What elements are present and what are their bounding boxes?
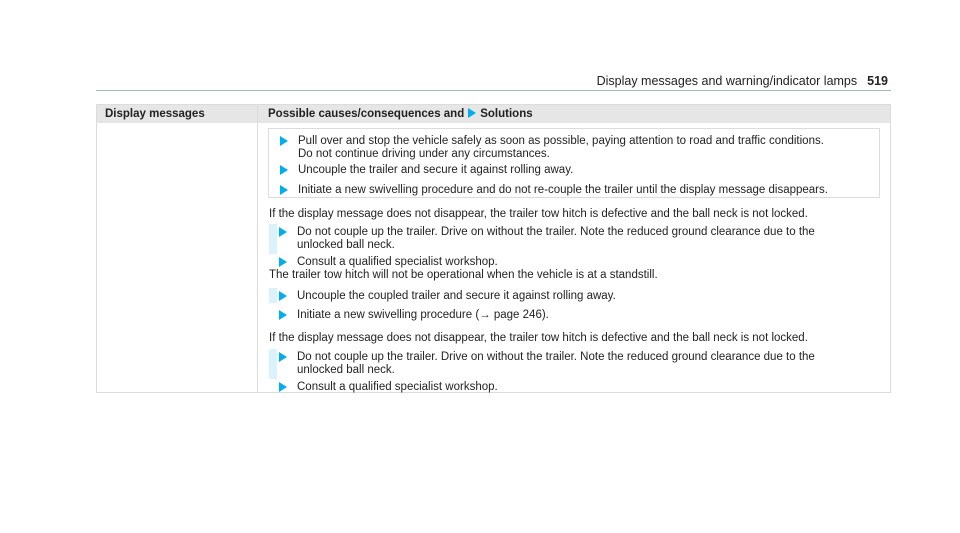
triangle-right-icon [280, 136, 288, 146]
step-text: Do not couple up the trailer. Drive on without the trailer. Note the reduced ground clearance due to the [297, 351, 815, 363]
triangle-right-icon [279, 352, 287, 362]
column-divider [257, 105, 258, 392]
triangle-right-icon [279, 291, 287, 301]
table-header [97, 105, 890, 123]
result-paragraph: If the display message does not disappear, the trailer tow hitch is defective and the ball neck is not locked. [269, 208, 808, 220]
col-header-suffix: Solutions [480, 108, 533, 120]
col-header-display-messages: Display messages [105, 108, 205, 120]
step-highlight-bar [269, 288, 277, 303]
info-paragraph: The trailer tow hitch will not be operational when the vehicle is at a standstill. [269, 269, 658, 281]
triangle-right-icon [279, 227, 287, 237]
step-text: Do not continue driving under any circumstances. [298, 148, 550, 160]
triangle-right-icon [468, 108, 476, 118]
step-text: Do not couple up the trailer. Drive on without the trailer. Note the reduced ground clearance due to the [297, 226, 815, 238]
boxed-steps [268, 128, 880, 198]
triangle-right-icon [279, 310, 287, 320]
header-rule [96, 90, 891, 91]
step-text: Uncouple the coupled trailer and secure it against rolling away. [297, 290, 616, 302]
step-text: Uncouple the trailer and secure it against rolling away. [298, 164, 574, 176]
page-number: 519 [867, 74, 888, 88]
step-text: Consult a qualified specialist workshop. [297, 381, 498, 393]
step-text: Initiate a new swivelling procedure and do not re-couple the trailer until the display message disappears. [298, 184, 828, 196]
step-item [280, 135, 880, 161]
display-messages-table [96, 104, 891, 393]
step-text: Initiate a new swivelling procedure (→ page 246). [297, 309, 549, 321]
step-text: Pull over and stop the vehicle safely as soon as possible, paying attention to road and traffic conditions. [298, 135, 824, 147]
result-paragraph: If the display message does not disappear, the trailer tow hitch is defective and the ball neck is not locked. [269, 332, 808, 344]
step-highlight-bar [269, 349, 277, 379]
triangle-right-icon [280, 185, 288, 195]
running-head [96, 74, 888, 88]
triangle-right-icon [279, 257, 287, 267]
step-text: unlocked ball neck. [297, 364, 395, 376]
col-header-causes-solutions [268, 108, 533, 120]
running-head-title: Display messages and warning/indicator lamps [596, 74, 858, 88]
step-highlight-bar [269, 224, 277, 254]
col-header-prefix: Possible causes/consequences and [268, 108, 465, 120]
triangle-right-icon [279, 382, 287, 392]
triangle-right-icon [280, 165, 288, 175]
step-text: Consult a qualified specialist workshop. [297, 256, 498, 268]
step-text: unlocked ball neck. [297, 239, 395, 251]
